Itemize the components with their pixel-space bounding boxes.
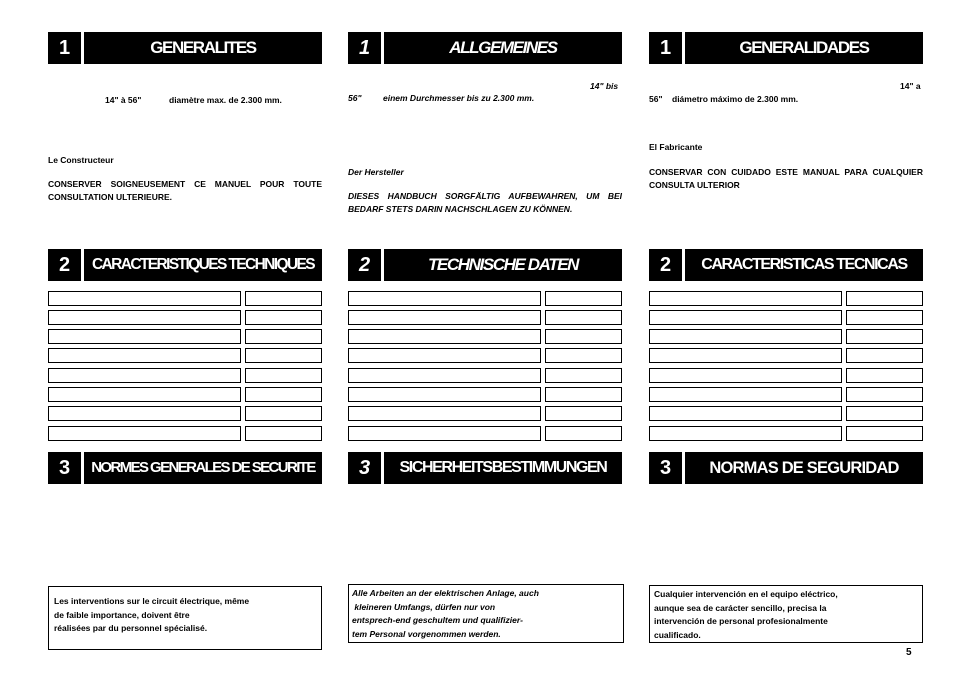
table-row — [348, 426, 622, 440]
manufacturer: El Fabricante — [649, 142, 703, 152]
section-number: 2 — [649, 249, 682, 281]
table-row — [649, 426, 923, 440]
column-spanish — [649, 0, 923, 675]
spec-value-cell — [846, 329, 923, 344]
spec-label-cell — [649, 406, 842, 421]
spec-value-cell — [545, 406, 622, 421]
warning-line: aunque sea de carácter sencillo, precisa la — [654, 602, 827, 613]
size-range: 14" à 56" — [105, 95, 142, 105]
size-description: diámetro máximo de 2.300 mm. — [672, 94, 799, 104]
section-title: TECHNISCHE DATEN — [384, 249, 622, 281]
table-row — [348, 310, 622, 324]
spec-value-cell — [846, 291, 923, 306]
table-row — [649, 329, 923, 343]
manufacturer: Der Hersteller — [348, 167, 404, 177]
spec-value-cell — [245, 426, 322, 441]
warning-line: de faible importance, doivent être — [54, 609, 190, 620]
warning-line: kleineren Umfangs, dürfen nur von — [352, 601, 496, 612]
spec-value-cell — [245, 348, 322, 363]
spec-label-cell — [649, 329, 842, 344]
column-german — [348, 0, 622, 675]
spec-value-cell — [245, 291, 322, 306]
spec-value-cell — [846, 387, 923, 402]
section-number: 2 — [48, 249, 81, 281]
warning-line: réalisées par du personnel spécialisé. — [54, 623, 208, 633]
spec-value-cell — [245, 368, 322, 383]
section-1-header — [348, 32, 622, 64]
table-row — [348, 387, 622, 401]
table-row — [48, 329, 322, 343]
table-row — [649, 348, 923, 362]
table-row — [649, 387, 923, 401]
section-number: 3 — [48, 452, 81, 484]
size-range-end: 56" — [348, 93, 362, 103]
section-title: NORMES GENERALES DE SECURITE — [84, 452, 322, 484]
table-row — [48, 426, 322, 440]
section-3-header — [649, 452, 923, 484]
spec-label-cell — [48, 368, 241, 383]
spec-label-cell — [649, 387, 842, 402]
spec-label-cell — [348, 348, 541, 363]
spec-value-cell — [245, 406, 322, 421]
spec-value-cell — [545, 368, 622, 383]
spec-value-cell — [545, 426, 622, 441]
section-title: GENERALITES — [84, 32, 322, 64]
spec-label-cell — [48, 329, 241, 344]
column-french — [48, 0, 322, 675]
spec-label-cell — [348, 387, 541, 402]
section-2-header — [48, 249, 322, 281]
section-number: 1 — [348, 32, 381, 64]
warning-line: Les interventions sur le circuit électrique, même — [54, 596, 250, 606]
manufacturer: Le Constructeur — [48, 155, 114, 165]
keep-manual-notice: DIESES HANDBUCH SORGFÄLTIG AUFBEWAHREN, UM BEI BEDARF STETS DARIN NACHSCHLAGEN ZU KÖNNEN. — [348, 191, 622, 214]
warning-line: intervención de personal profesionalmente — [654, 616, 828, 626]
warning-line: cualificado. — [654, 629, 701, 640]
spec-label-cell — [48, 348, 241, 363]
section-number: 3 — [649, 452, 682, 484]
size-description: einem Durchmesser bis zu 2.300 mm. — [383, 93, 535, 103]
spec-label-cell — [348, 368, 541, 383]
table-row — [348, 291, 622, 305]
warning-line: tem Personal vorgenommen werden. — [352, 628, 501, 639]
section-title: SICHERHEITSBESTIMMUNGEN — [384, 452, 622, 484]
table-row — [649, 406, 923, 420]
table-row — [649, 310, 923, 324]
table-row — [48, 291, 322, 305]
spec-label-cell — [48, 406, 241, 421]
spec-value-cell — [846, 310, 923, 325]
spec-label-cell — [348, 426, 541, 441]
spec-value-cell — [545, 291, 622, 306]
spec-value-cell — [846, 406, 923, 421]
section-3-header — [348, 452, 622, 484]
size-range-start: 14" a — [900, 81, 921, 91]
spec-label-cell — [48, 310, 241, 325]
spec-value-cell — [545, 387, 622, 402]
warning-line: Cualquier intervención en el equipo eléctrico, — [654, 589, 838, 599]
table-row — [348, 329, 622, 343]
spec-value-cell — [245, 387, 322, 402]
table-row — [348, 406, 622, 420]
section-title: CARACTERISTIQUES TECHNIQUES — [84, 249, 322, 281]
table-row — [48, 310, 322, 324]
table-row — [649, 368, 923, 382]
size-range-end: 56" — [649, 94, 663, 104]
table-row — [348, 348, 622, 362]
spec-label-cell — [649, 291, 842, 306]
spec-label-cell — [649, 368, 842, 383]
spec-value-cell — [846, 348, 923, 363]
section-title: CARACTERISTICAS TECNICAS — [685, 249, 923, 281]
section-3-header — [48, 452, 322, 484]
electrical-warning-box — [48, 586, 322, 650]
section-number: 2 — [348, 249, 381, 281]
size-range-start: 14" bis — [590, 81, 619, 91]
section-number: 1 — [649, 32, 682, 64]
spec-value-cell — [545, 348, 622, 363]
section-number: 1 — [48, 32, 81, 64]
size-description: diamètre max. de 2.300 mm. — [169, 95, 282, 105]
section-2-header — [348, 249, 622, 281]
spec-label-cell — [48, 387, 241, 402]
keep-manual-notice: CONSERVER SOIGNEUSEMENT CE MANUEL POUR TOUTE CONSULTATION ULTERIEURE. — [48, 179, 322, 202]
electrical-warning-box — [649, 585, 923, 643]
section-title: ALLGEMEINES — [384, 32, 622, 64]
table-row — [649, 291, 923, 305]
section-title: GENERALIDADES — [685, 32, 923, 64]
spec-label-cell — [348, 406, 541, 421]
spec-value-cell — [545, 310, 622, 325]
warning-line: Alle Arbeiten an der elektrischen Anlage, auch — [352, 588, 539, 598]
spec-label-cell — [348, 329, 541, 344]
spec-value-cell — [846, 368, 923, 383]
spec-label-cell — [649, 426, 842, 441]
section-1-header — [649, 32, 923, 64]
page-number: 5 — [906, 647, 912, 658]
spec-label-cell — [48, 426, 241, 441]
table-row — [48, 348, 322, 362]
spec-label-cell — [649, 348, 842, 363]
table-row — [48, 406, 322, 420]
table-row — [348, 368, 622, 382]
warning-line: entsprech-end geschultem und qualifizier- — [352, 615, 523, 625]
spec-value-cell — [545, 329, 622, 344]
section-number: 3 — [348, 452, 381, 484]
spec-value-cell — [245, 310, 322, 325]
spec-label-cell — [649, 310, 842, 325]
spec-value-cell — [846, 426, 923, 441]
section-1-header — [48, 32, 322, 64]
section-title: NORMAS DE SEGURIDAD — [685, 452, 923, 484]
section-2-header — [649, 249, 923, 281]
spec-label-cell — [348, 310, 541, 325]
spec-value-cell — [245, 329, 322, 344]
table-row — [48, 368, 322, 382]
electrical-warning-box — [348, 584, 624, 643]
spec-label-cell — [348, 291, 541, 306]
spec-label-cell — [48, 291, 241, 306]
table-row — [48, 387, 322, 401]
keep-manual-notice: CONSERVAR CON CUIDADO ESTE MANUAL PARA CUALQUIER CONSULTA ULTERIOR — [649, 167, 923, 190]
